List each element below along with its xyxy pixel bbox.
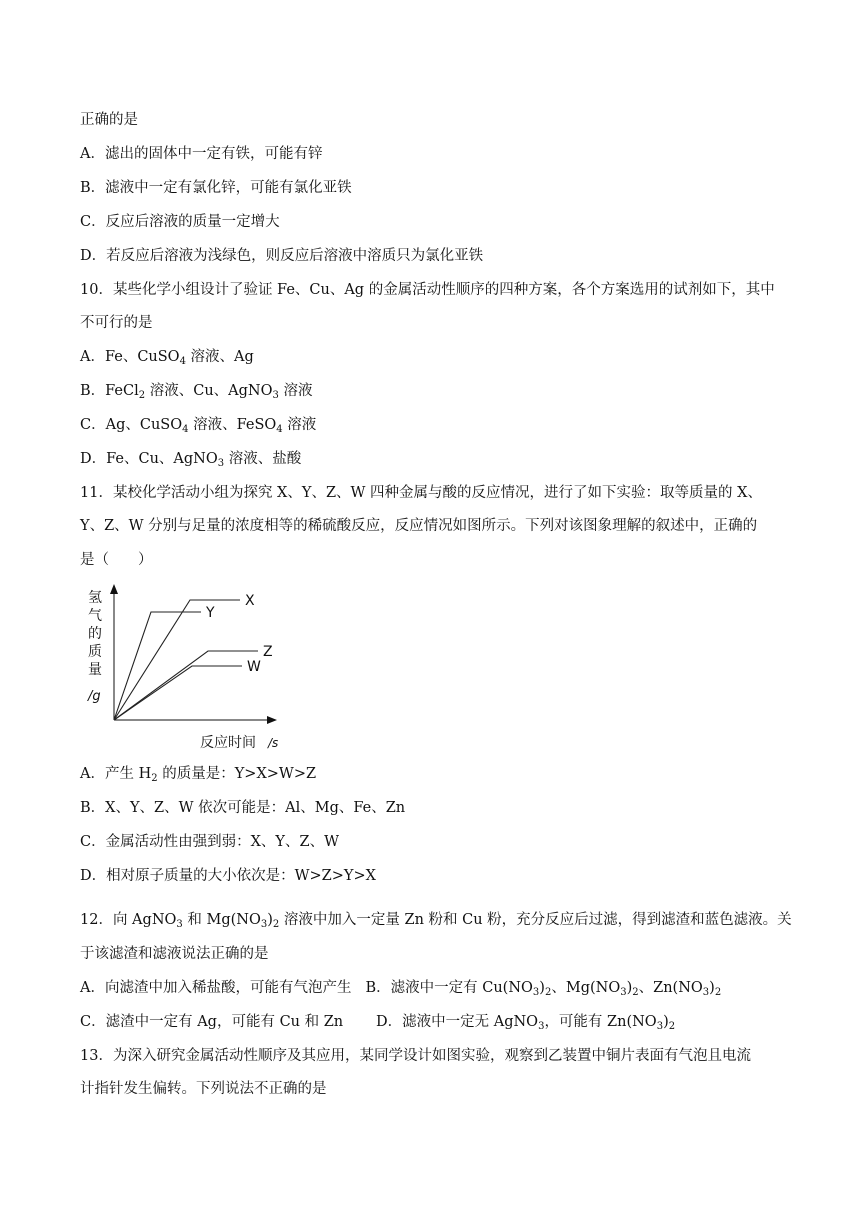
q10-option-c: C．Ag、CuSO$_4$ 溶液、FeSO$_4$ 溶液 xyxy=(80,417,317,435)
series-line-x xyxy=(114,600,240,720)
y-axis-unit: /g xyxy=(88,689,101,704)
option-b: B．滤液中一定有氯化锌，可能有氯化亚铁 xyxy=(80,180,352,196)
x-axis-label: 反应时间 xyxy=(200,735,256,751)
question-11-stem: 11．某校化学活动小组为探究 X、Y、Z、W 四种金属与酸的反应情况，进行了如下实验：取等质量的 X、 xyxy=(80,485,762,501)
question-11-stem-end: 是（ ） xyxy=(80,552,153,568)
question-10-stem: 10．某些化学小组设计了验证 Fe、Cu、Ag 的金属活动性顺序的四种方案，各个方案选用的试剂如下，其中 xyxy=(80,282,775,298)
question-13-stem: 13．为深入研究金属活动性顺序及其应用，某同学设计如图实验，观察到乙装置中铜片表面有气泡且电流 xyxy=(80,1048,751,1064)
option-line: 正确的是 xyxy=(80,112,138,128)
question-10-stem-cont: 不可行的是 xyxy=(80,315,153,331)
q11-option-c: C．金属活动性由强到弱：X、Y、Z、W xyxy=(80,834,339,850)
q11-option-b: B．X、Y、Z、W 依次可能是：Al、Mg、Fe、Zn xyxy=(80,800,406,816)
q12-option-d: D．滤液中一定无 AgNO$_3$，可能有 $Zn(NO_3)_2$ xyxy=(376,1014,676,1032)
series-label-y: Y xyxy=(206,605,215,621)
q12-options-ab xyxy=(80,978,721,1003)
question-12-stem: 12．向 AgNO$_3$ 和 $Mg(NO_3)_2$ 溶液中加入一定量 Zn 粉和 Cu 粉，充分反应后过滤，得到滤渣和蓝色滤液。关 xyxy=(80,912,792,930)
q10-option-b: B．FeCl$_2$ 溶液、Cu、AgNO$_3$ 溶液 xyxy=(80,383,313,401)
y-axis-label xyxy=(88,590,102,678)
q10-option-a: A．Fe、CuSO$_4$ 溶液、Ag xyxy=(80,349,254,367)
hydrogen-mass-graph xyxy=(80,582,290,752)
option-a: A．滤出的固体中一定有铁，可能有锌 xyxy=(80,146,323,162)
y-axis-arrow xyxy=(110,584,118,594)
y-axis-label-char: 氢 xyxy=(88,590,102,606)
q12-options-cd xyxy=(80,1012,675,1037)
q10-option-d: D．Fe、Cu、AgNO$_3$ 溶液、盐酸 xyxy=(80,451,302,469)
q11-option-a: A．产生 $H_2$ 的质量是：Y>X>W>Z xyxy=(80,766,317,784)
question-13-stem-cont: 计指针发生偏转。下列说法不正确的是 xyxy=(80,1081,327,1097)
y-axis-label-char: 气 xyxy=(88,608,102,624)
x-axis-unit: /s xyxy=(268,736,279,750)
series-label-w: W xyxy=(247,659,261,675)
option-c: C．反应后溶液的质量一定增大 xyxy=(80,214,280,230)
y-axis-label-char: 质 xyxy=(88,644,102,660)
y-axis-label-char: 量 xyxy=(88,662,102,678)
q11-option-d: D．相对原子质量的大小依次是：W>Z>Y>X xyxy=(80,868,376,884)
y-axis-label-char: 的 xyxy=(88,626,102,642)
series-line-w xyxy=(114,666,242,720)
question-11-stem-cont: Y、Z、W 分别与足量的浓度相等的稀硫酸反应，反应情况如图所示。下列对该图象理解的叙述中，正确的 xyxy=(80,518,758,534)
question-12-stem-cont: 于该滤渣和滤液说法正确的是 xyxy=(80,946,269,962)
x-axis-arrow xyxy=(267,716,277,724)
q12-option-a: A．向滤渣中加入稀盐酸，可能有气泡产生 xyxy=(80,980,352,996)
q12-option-c: C．滤渣中一定有 Ag，可能有 Cu 和 Zn xyxy=(80,1014,344,1030)
series-label-z: Z xyxy=(263,644,273,660)
series-lines xyxy=(114,593,273,720)
option-d: D．若反应后溶液为浅绿色，则反应后溶液中溶质只为氯化亚铁 xyxy=(80,248,484,264)
series-label-x: X xyxy=(245,593,255,609)
q12-option-b: B．滤液中一定有 $Cu(NO_3)_2$、$Mg(NO_3)_2$、$Zn(NO_3)_2$ xyxy=(365,980,722,998)
